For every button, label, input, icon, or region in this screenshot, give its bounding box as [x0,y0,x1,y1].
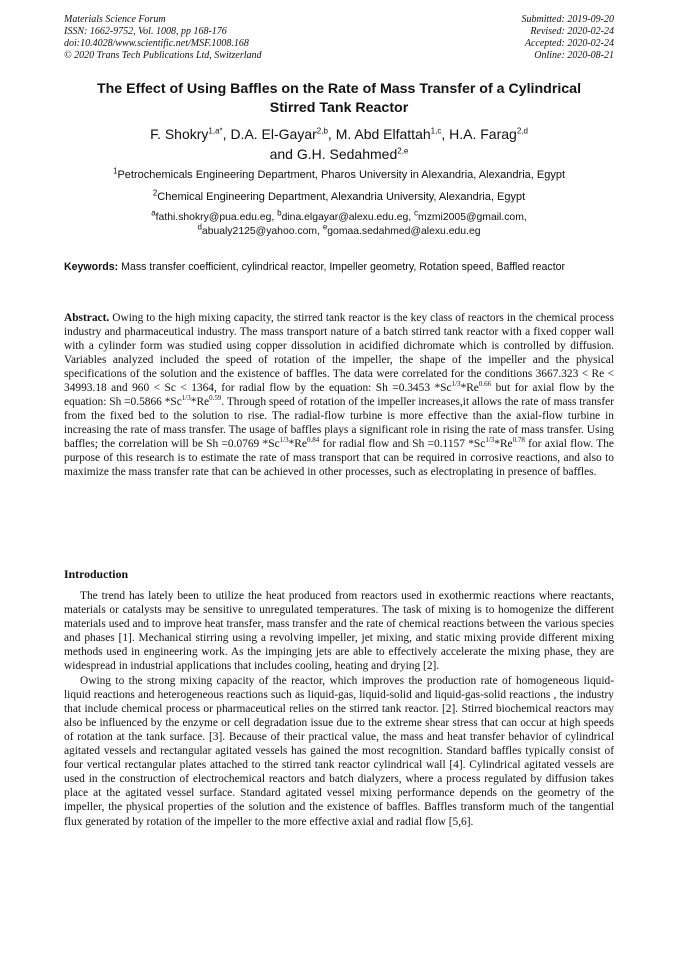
introduction-heading: Introduction [64,567,129,581]
author-name: and G.H. Sedahmed [269,146,398,162]
author-list [64,124,614,164]
abstract-text: *Re [288,438,307,450]
abstract-section [64,311,614,479]
exponent: 0.78 [512,436,525,445]
exponent: 1/3 [279,436,289,445]
author-name: F. Shokry [150,126,209,142]
email-sup: e [322,222,328,232]
author-affil-sup: 2,d [516,126,528,136]
abstract-text: but for axial flow by the equation: Sh =0.5866 *Sc [64,382,614,408]
exponent: 0.66 [478,380,492,389]
paper-title [64,80,614,118]
keywords-label: Keywords: [64,261,119,273]
intro-paragraph-2: Owing to the strong mixing capacity of the reactor, which improves the production rate of homogeneous liquid-liquid reactions and heterogeneous reactions such as liquid-gas, liquid-solid and liquid-gas-solid reactions , the industry that include chemical process or pharmaceutical relies on the stirred tank reactor. [2]. Stirred biochemical reactors may also be influenced by the enzyme or cell degradation issue due to the extreme shear stress that can occur at high speeds of rotation at the tank surface. [3]. Because of their practical value, the mass and heat transfer behavior of cylindrical agitated vessels and rectangular agitated vessels has gained the most recognition. Standard baffles typically consist of four vertical rectangular plates attached to the stirred tank reactor cylindrical wall [4]. Cylindrical agitated vessels are used in the construction of electrochemical reactors and batch dialyzers, where a process regulated by diffusion takes place at the agitated vessel surface. Standard agitated vessel mixing performance depends on the geometry of the impeller, the physical properties of the solution and the existence of baffles. Baffles transform much of the tangential flux generated by rotation of the impeller to the more effective axial and radial flow [5,6]. [64,674,614,828]
email-link[interactable]: gomaa.sedahmed@alexu.edu.eg [327,226,481,237]
author-affil-sup: 2,b [316,126,328,136]
doi-line: doi:10.4028/www.scientific.net/MSF.1008.168 [64,38,249,49]
email-sup: d [197,222,202,232]
affiliation-text: Chemical Engineering Department, Alexandria University, Alexandria, Egypt [157,191,526,203]
header-left [64,14,262,62]
keywords-text: Mass transfer coefficient, cylindrical reactor, Impeller geometry, Rotation speed, Baffled reactor [121,261,566,273]
affiliation-2 [64,190,614,204]
online-date: Online: 2020-08-21 [534,50,614,61]
email-link[interactable]: dina.elgayar@alexu.edu.eg, [281,212,412,223]
abstract-text: Owing to the high mixing capacity, the stirred tank reactor is the key class of reactors in the chemical process industry and pharmaceutical industry. The mass transport nature of a batch stirred tank reactor with a fixed copper wall with a cylinder form was studied using copper dissolution in acidified dichromate which is controlled by diffusion. Variables analyzed included the speed of rotation of the impeller, the shape of the impeller and the physical specifications of the solution and the existence of baffles. The data were correlated for the conditions 3667.323 < Re < 34993.18 and 960 < Sc < 1364, for radial flow by the equation: Sh =0.3453 *Sc [64,312,614,394]
affiliation-number: 2 [152,188,158,198]
email-link[interactable]: mzmi2005@gmail.com, [418,212,527,223]
introduction-body [64,589,614,829]
accepted-date: Accepted: 2020-02-24 [524,38,614,49]
emails-line-2 [64,222,614,239]
affiliation-number: 1 [112,166,118,176]
copyright-line: © 2020 Trans Tech Publications Ltd, Switzerland [64,50,262,61]
header-right [522,14,615,62]
keywords-section [64,260,614,274]
email-link[interactable]: abualy2125@yahoo.com, [201,226,320,237]
author-emails [64,208,614,239]
affiliation-1 [64,168,614,182]
affiliation-text: Petrochemicals Engineering Department, Pharos University in Alexandria, Alexandria, Egypt [117,169,565,181]
revised-date: Revised: 2020-02-24 [530,26,614,37]
email-link[interactable]: fathi.shokry@pua.edu.eg, [155,212,275,223]
authors-line-1: F. Shokry$^{1,a*}$, D.A. El-Gayar$^{2,b}$, M. Abd Elfattah$^{1,c}$, H.A. Farag$^{2,d}$ [150,126,528,142]
exponent: 0.84 [306,436,320,445]
issn-line: ISSN: 1662-9752, Vol. 1008, pp 168-176 [64,26,227,37]
author-name: H.A. Farag [449,126,517,142]
journal-name: Materials Science Forum [64,14,166,25]
abstract-text: *Re [494,438,513,450]
email-sup: c [414,208,419,218]
email-sup: a [151,208,156,218]
exponent: 0.59 [209,394,222,403]
title-line-1: The Effect of Using Baffles on the Rate of Mass Transfer of a Cylindrical [96,81,582,97]
abstract-text: for axial flow. The purpose of this research is to estimate the rate of mass transport that can be required in corrosive reactions, and also to maximize the mass transfer rate that can be achieved in other processes, such as electroplating in presence of baffles. [64,438,614,478]
author-affil-sup: 1,c [430,126,442,136]
email-sup: b [277,208,282,218]
abstract-text: *Re [460,382,479,394]
submitted-date: Submitted: 2019-09-20 [521,14,614,25]
exponent: 1/3 [451,380,461,389]
emails-line-1 [64,208,614,225]
title-line-2: Stirred Tank Reactor [269,100,409,116]
authors-line-2 [64,144,614,164]
abstract-text: . Through speed of rotation of the impeller increases,it allows the rate of mass transfer from the fixed bed to the solution to rise. The radial-flow turbine is more effective than the axial-flow turbine in increasing the rate of mass transfer. The usage of baffles plays a significant role in rising the rate of mass transfer. Using baffles; the correlation will be Sh =0.0769 *Sc [64,396,615,450]
author-affil-sup: 1,a* [208,126,223,136]
author-affil-sup: 2,e [397,146,409,156]
exponent: 1/3 [181,394,191,403]
intro-paragraph-1: The trend has lately been to utilize the heat produced from reactors used in exothermic reactions where reactants, materials or catalysts may be sensitive to unregulated temperatures. The task of mixing is to homogenize the different materials used and to improve heat transfer, mass transfer and the rate of chemical reactions between the various species and phases [1]. Mechanical stirring using a revolving impeller, jet mixing, and static mixing provide different mixing methods used in engineering work. As the impinging jets are able to effectively accelerate the mixing phase, they are widespread in industrial applications that includes cooling, heating and drying [2]. [64,590,614,673]
exponent: 1/3 [485,436,495,445]
abstract-text: for radial flow and Sh =0.1157 *Sc [319,438,486,450]
abstract-label: Abstract. [64,312,110,324]
author-name: M. Abd Elfattah [335,126,431,142]
author-name: D.A. El-Gayar [230,126,317,142]
abstract-text: *Re [190,396,210,408]
